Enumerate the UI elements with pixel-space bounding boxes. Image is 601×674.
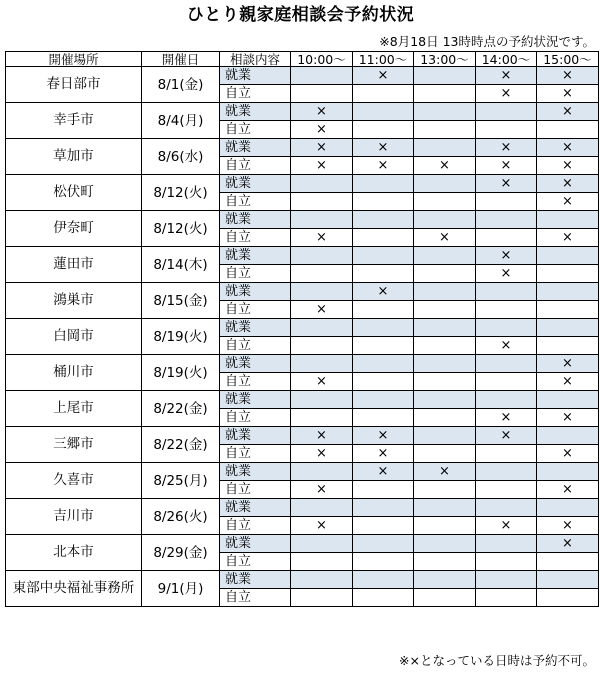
slot-available [537, 427, 599, 445]
slot-available [353, 535, 414, 553]
slot-available [476, 283, 537, 301]
slot-unavailable: × [476, 139, 537, 157]
slot-available [414, 211, 476, 229]
slot-available [476, 229, 537, 247]
slot-available [476, 121, 537, 139]
slot-available [414, 517, 476, 535]
slot-available [291, 463, 353, 481]
slot-available [537, 553, 599, 571]
slot-unavailable: × [353, 445, 414, 463]
slot-available [353, 517, 414, 535]
slot-available [414, 553, 476, 571]
slot-unavailable: × [291, 427, 353, 445]
slot-available [291, 499, 353, 517]
slot-unavailable: × [537, 229, 599, 247]
slot-available [476, 481, 537, 499]
type-shugyo-cell: 就業 [220, 535, 291, 553]
date-cell: 8/12(火) [142, 211, 220, 247]
slot-available [476, 301, 537, 319]
slot-available [291, 211, 353, 229]
slot-available [353, 553, 414, 571]
type-jiritsu-cell: 自立 [220, 301, 291, 319]
slot-available [353, 481, 414, 499]
slot-unavailable: × [291, 157, 353, 175]
slot-available [537, 337, 599, 355]
slot-available [353, 265, 414, 283]
type-jiritsu-cell: 自立 [220, 229, 291, 247]
type-shugyo-cell: 就業 [220, 103, 291, 121]
date-cell: 8/22(金) [142, 427, 220, 463]
date-cell: 8/14(木) [142, 247, 220, 283]
type-jiritsu-cell: 自立 [220, 85, 291, 103]
header-time-1500: 15:00～ [537, 52, 599, 67]
slot-available [353, 373, 414, 391]
table-row [6, 571, 599, 589]
page-title: ひとり親家庭相談会予約状況 [186, 5, 415, 25]
slot-available [353, 103, 414, 121]
slot-unavailable: × [537, 409, 599, 427]
footer-note: ※×となっている日時は予約不可。 [399, 653, 595, 668]
slot-available [291, 67, 353, 85]
slot-unavailable: × [414, 157, 476, 175]
location-cell: 蓮田市 [6, 247, 142, 283]
type-shugyo-cell: 就業 [220, 571, 291, 589]
type-shugyo-cell: 就業 [220, 283, 291, 301]
slot-available [414, 139, 476, 157]
slot-available [414, 427, 476, 445]
slot-unavailable: × [353, 463, 414, 481]
slot-available [353, 229, 414, 247]
slot-unavailable: × [353, 67, 414, 85]
slot-available [291, 175, 353, 193]
location-cell: 吉川市 [6, 499, 142, 535]
table-row [6, 535, 599, 553]
type-shugyo-cell: 就業 [220, 67, 291, 85]
reservation-table [5, 51, 599, 607]
slot-available [537, 283, 599, 301]
location-cell: 伊奈町 [6, 211, 142, 247]
slot-unavailable: × [476, 517, 537, 535]
type-shugyo-cell: 就業 [220, 247, 291, 265]
slot-available [353, 211, 414, 229]
header-time-1100: 11:00～ [353, 52, 414, 67]
type-shugyo-cell: 就業 [220, 427, 291, 445]
slot-available [291, 535, 353, 553]
slot-unavailable: × [476, 175, 537, 193]
slot-available [476, 499, 537, 517]
slot-available [537, 589, 599, 607]
slot-available [291, 409, 353, 427]
slot-available [476, 319, 537, 337]
slot-available [476, 463, 537, 481]
slot-available [414, 535, 476, 553]
slot-available [353, 193, 414, 211]
slot-available [353, 85, 414, 103]
slot-available [537, 463, 599, 481]
slot-available [353, 301, 414, 319]
slot-unavailable: × [537, 373, 599, 391]
slot-available [414, 373, 476, 391]
slot-available [291, 553, 353, 571]
slot-available [537, 319, 599, 337]
slot-available [414, 175, 476, 193]
slot-unavailable: × [476, 427, 537, 445]
slot-available [414, 301, 476, 319]
slot-unavailable: × [476, 67, 537, 85]
slot-unavailable: × [414, 463, 476, 481]
location-cell: 松伏町 [6, 175, 142, 211]
slot-available [414, 121, 476, 139]
slot-unavailable: × [537, 481, 599, 499]
location-cell: 草加市 [6, 139, 142, 175]
type-jiritsu-cell: 自立 [220, 337, 291, 355]
status-note: ※8月18日 13時時点の予約状況です。 [379, 34, 595, 49]
slot-available [537, 265, 599, 283]
type-shugyo-cell: 就業 [220, 499, 291, 517]
slot-available [353, 319, 414, 337]
location-cell: 春日部市 [6, 67, 142, 103]
slot-available [476, 373, 537, 391]
table-row [6, 175, 599, 193]
slot-available [476, 193, 537, 211]
slot-available [414, 247, 476, 265]
slot-unavailable: × [476, 265, 537, 283]
slot-unavailable: × [476, 247, 537, 265]
header-time-1400: 14:00～ [476, 52, 537, 67]
slot-available [414, 283, 476, 301]
slot-available [414, 67, 476, 85]
type-jiritsu-cell: 自立 [220, 409, 291, 427]
slot-available [291, 85, 353, 103]
type-shugyo-cell: 就業 [220, 211, 291, 229]
slot-unavailable: × [414, 229, 476, 247]
table-row [6, 427, 599, 445]
slot-available [414, 499, 476, 517]
table-row [6, 247, 599, 265]
slot-available [291, 283, 353, 301]
slot-available [353, 355, 414, 373]
date-cell: 8/15(金) [142, 283, 220, 319]
slot-available [414, 391, 476, 409]
location-cell: 三郷市 [6, 427, 142, 463]
slot-available [291, 391, 353, 409]
slot-unavailable: × [291, 445, 353, 463]
type-jiritsu-cell: 自立 [220, 517, 291, 535]
type-shugyo-cell: 就業 [220, 139, 291, 157]
location-cell: 白岡市 [6, 319, 142, 355]
type-shugyo-cell: 就業 [220, 463, 291, 481]
table-row [6, 283, 599, 301]
location-cell: 北本市 [6, 535, 142, 571]
location-cell: 東部中央福祉事務所 [6, 571, 142, 607]
slot-available [291, 589, 353, 607]
type-jiritsu-cell: 自立 [220, 373, 291, 391]
date-cell: 8/19(火) [142, 319, 220, 355]
slot-available [353, 409, 414, 427]
slot-available [414, 85, 476, 103]
slot-unavailable: × [537, 193, 599, 211]
slot-available [537, 571, 599, 589]
location-cell: 桶川市 [6, 355, 142, 391]
slot-available [353, 589, 414, 607]
slot-available [537, 211, 599, 229]
type-jiritsu-cell: 自立 [220, 193, 291, 211]
slot-available [414, 337, 476, 355]
slot-available [537, 247, 599, 265]
header-content: 相談内容 [220, 52, 291, 67]
date-cell: 8/26(火) [142, 499, 220, 535]
table-body [6, 67, 599, 607]
slot-unavailable: × [291, 301, 353, 319]
type-jiritsu-cell: 自立 [220, 121, 291, 139]
slot-unavailable: × [476, 337, 537, 355]
slot-available [414, 103, 476, 121]
slot-available [291, 265, 353, 283]
slot-available [414, 319, 476, 337]
type-shugyo-cell: 就業 [220, 319, 291, 337]
slot-unavailable: × [537, 67, 599, 85]
slot-unavailable: × [291, 139, 353, 157]
slot-unavailable: × [353, 283, 414, 301]
header-time-1300: 13:00～ [414, 52, 476, 67]
location-cell: 上尾市 [6, 391, 142, 427]
slot-available [476, 355, 537, 373]
date-cell: 9/1(月) [142, 571, 220, 607]
date-cell: 8/22(金) [142, 391, 220, 427]
slot-available [353, 571, 414, 589]
slot-unavailable: × [537, 103, 599, 121]
slot-unavailable: × [291, 373, 353, 391]
slot-available [476, 571, 537, 589]
type-jiritsu-cell: 自立 [220, 553, 291, 571]
table-row [6, 499, 599, 517]
slot-available [476, 211, 537, 229]
slot-available [414, 445, 476, 463]
date-cell: 8/29(金) [142, 535, 220, 571]
slot-unavailable: × [537, 157, 599, 175]
type-jiritsu-cell: 自立 [220, 589, 291, 607]
header-location: 開催場所 [6, 52, 142, 67]
type-jiritsu-cell: 自立 [220, 157, 291, 175]
slot-available [291, 319, 353, 337]
slot-available [291, 337, 353, 355]
slot-unavailable: × [353, 157, 414, 175]
slot-unavailable: × [291, 481, 353, 499]
slot-unavailable: × [291, 103, 353, 121]
slot-available [353, 499, 414, 517]
slot-unavailable: × [537, 85, 599, 103]
slot-unavailable: × [353, 427, 414, 445]
date-cell: 8/4(月) [142, 103, 220, 139]
slot-unavailable: × [476, 157, 537, 175]
slot-available [414, 265, 476, 283]
date-cell: 8/1(金) [142, 67, 220, 103]
slot-available [476, 103, 537, 121]
table-row [6, 103, 599, 121]
slot-available [476, 535, 537, 553]
date-cell: 8/12(火) [142, 175, 220, 211]
type-jiritsu-cell: 自立 [220, 265, 291, 283]
table-row [6, 463, 599, 481]
slot-available [414, 481, 476, 499]
header-date: 開催日 [142, 52, 220, 67]
table-row [6, 319, 599, 337]
type-shugyo-cell: 就業 [220, 175, 291, 193]
slot-available [291, 355, 353, 373]
slot-available [353, 337, 414, 355]
slot-available [353, 175, 414, 193]
table-row [6, 139, 599, 157]
date-cell: 8/25(月) [142, 463, 220, 499]
table-row [6, 211, 599, 229]
slot-available [476, 589, 537, 607]
type-shugyo-cell: 就業 [220, 355, 291, 373]
slot-available [537, 391, 599, 409]
location-cell: 幸手市 [6, 103, 142, 139]
slot-unavailable: × [476, 409, 537, 427]
slot-unavailable: × [537, 535, 599, 553]
date-cell: 8/6(水) [142, 139, 220, 175]
location-cell: 久喜市 [6, 463, 142, 499]
slot-available [291, 247, 353, 265]
slot-available [476, 553, 537, 571]
location-cell: 鴻巣市 [6, 283, 142, 319]
type-shugyo-cell: 就業 [220, 391, 291, 409]
table-header-row [6, 52, 599, 67]
slot-unavailable: × [476, 85, 537, 103]
slot-unavailable: × [291, 517, 353, 535]
slot-available [414, 193, 476, 211]
slot-available [537, 301, 599, 319]
slot-available [291, 193, 353, 211]
slot-unavailable: × [353, 139, 414, 157]
slot-unavailable: × [537, 139, 599, 157]
slot-available [291, 571, 353, 589]
slot-available [353, 391, 414, 409]
slot-unavailable: × [291, 121, 353, 139]
slot-available [353, 121, 414, 139]
slot-available [537, 499, 599, 517]
slot-available [537, 121, 599, 139]
table-row [6, 391, 599, 409]
slot-available [414, 409, 476, 427]
slot-unavailable: × [537, 517, 599, 535]
slot-available [414, 355, 476, 373]
table-row [6, 355, 599, 373]
table-row [6, 67, 599, 85]
date-cell: 8/19(火) [142, 355, 220, 391]
slot-unavailable: × [537, 445, 599, 463]
slot-unavailable: × [537, 355, 599, 373]
slot-available [414, 571, 476, 589]
header-time-1000: 10:00～ [291, 52, 353, 67]
slot-unavailable: × [537, 175, 599, 193]
slot-available [414, 589, 476, 607]
slot-unavailable: × [291, 229, 353, 247]
type-jiritsu-cell: 自立 [220, 481, 291, 499]
slot-available [476, 445, 537, 463]
type-jiritsu-cell: 自立 [220, 445, 291, 463]
slot-available [476, 391, 537, 409]
slot-available [353, 247, 414, 265]
